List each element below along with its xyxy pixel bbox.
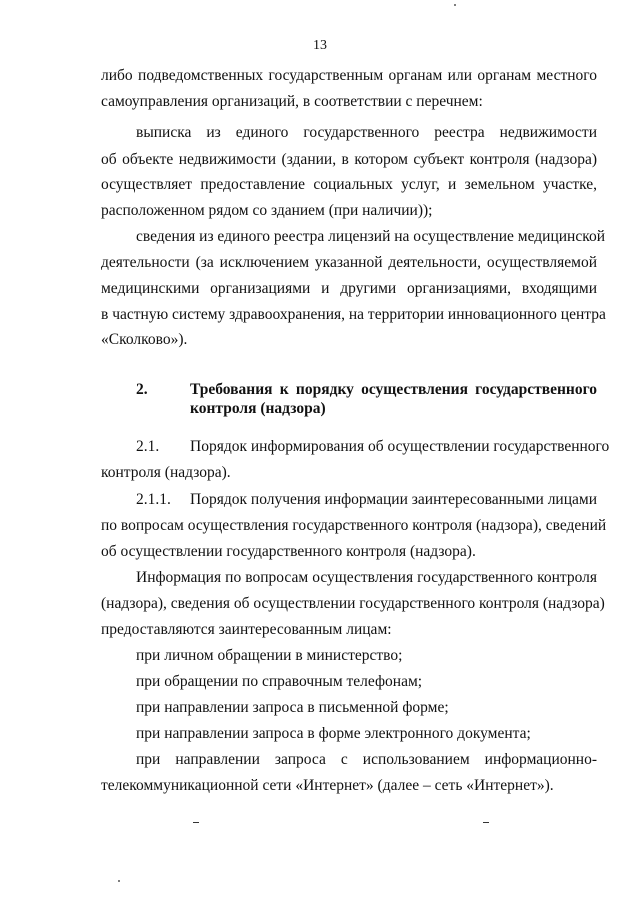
list-item: при обращении по справочным телефонам;: [136, 673, 423, 690]
list-item: при направлении запроса с использованием информационно-: [136, 751, 597, 768]
paragraph-line: самоуправления организаций, в соответствии с перечнем:: [101, 93, 483, 110]
paragraph-line: в частную систему здравоохранения, на территории инновационного центра: [101, 306, 606, 323]
paragraph-line: «Сколково»).: [101, 331, 188, 348]
scan-mark: [483, 822, 489, 823]
paragraph-line: осуществляет предоставление социальных услуг, и земельном участке,: [101, 176, 597, 193]
scan-dot: [454, 4, 456, 6]
paragraph-line: медицинскими организациями и другими организациями, входящими: [101, 280, 597, 297]
paragraph-line: деятельности (за исключением указанной деятельности, осуществляемой: [101, 254, 597, 271]
paragraph-line: сведения из единого реестра лицензий на осуществление медицинской: [136, 228, 606, 245]
paragraph-line: Информация по вопросам осуществления государственного контроля: [136, 569, 597, 586]
subsection-title-line: об осуществлении государственного контроля (надзора).: [101, 543, 476, 560]
section-title-line: Требования к порядку осуществления государственного: [190, 381, 597, 398]
paragraph-line: предоставляются заинтересованным лицам:: [101, 621, 392, 638]
list-item: телекоммуникационной сети «Интернет» (далее – сеть «Интернет»).: [101, 777, 554, 794]
scan-mark: [193, 822, 199, 823]
paragraph-line: об объекте недвижимости (здании, в котором субъект контроля (надзора): [101, 151, 597, 168]
page-number: 13: [313, 38, 327, 53]
subsection-number: 2.1.: [136, 438, 160, 455]
list-item: при личном обращении в министерство;: [136, 647, 403, 664]
paragraph-line: расположенном рядом со зданием (при наличии));: [101, 202, 433, 219]
subsection-number: 2.1.1.: [136, 491, 171, 508]
paragraph-line: (надзора), сведения об осуществлении государственного контроля (надзора): [101, 595, 605, 612]
list-item: при направлении запроса в письменной форме;: [136, 699, 449, 716]
section-number: 2.: [136, 381, 148, 398]
paragraph-line: выписка из единого государственного реестра недвижимости: [136, 124, 597, 141]
list-item: при направлении запроса в форме электронного документа;: [136, 725, 531, 742]
section-title-line: контроля (надзора): [190, 400, 326, 417]
paragraph-line: либо подведомственных государственным органам или органам местного: [101, 67, 597, 84]
subsection-title-line: Порядок получения информации заинтересованными лицами: [190, 491, 597, 508]
subsection-title-line: контроля (надзора).: [101, 464, 231, 481]
scan-dot: [118, 880, 120, 882]
subsection-title-line: Порядок информирования об осуществлении государственного: [190, 438, 610, 455]
subsection-title-line: по вопросам осуществления государственного контроля (надзора), сведений: [101, 517, 607, 534]
